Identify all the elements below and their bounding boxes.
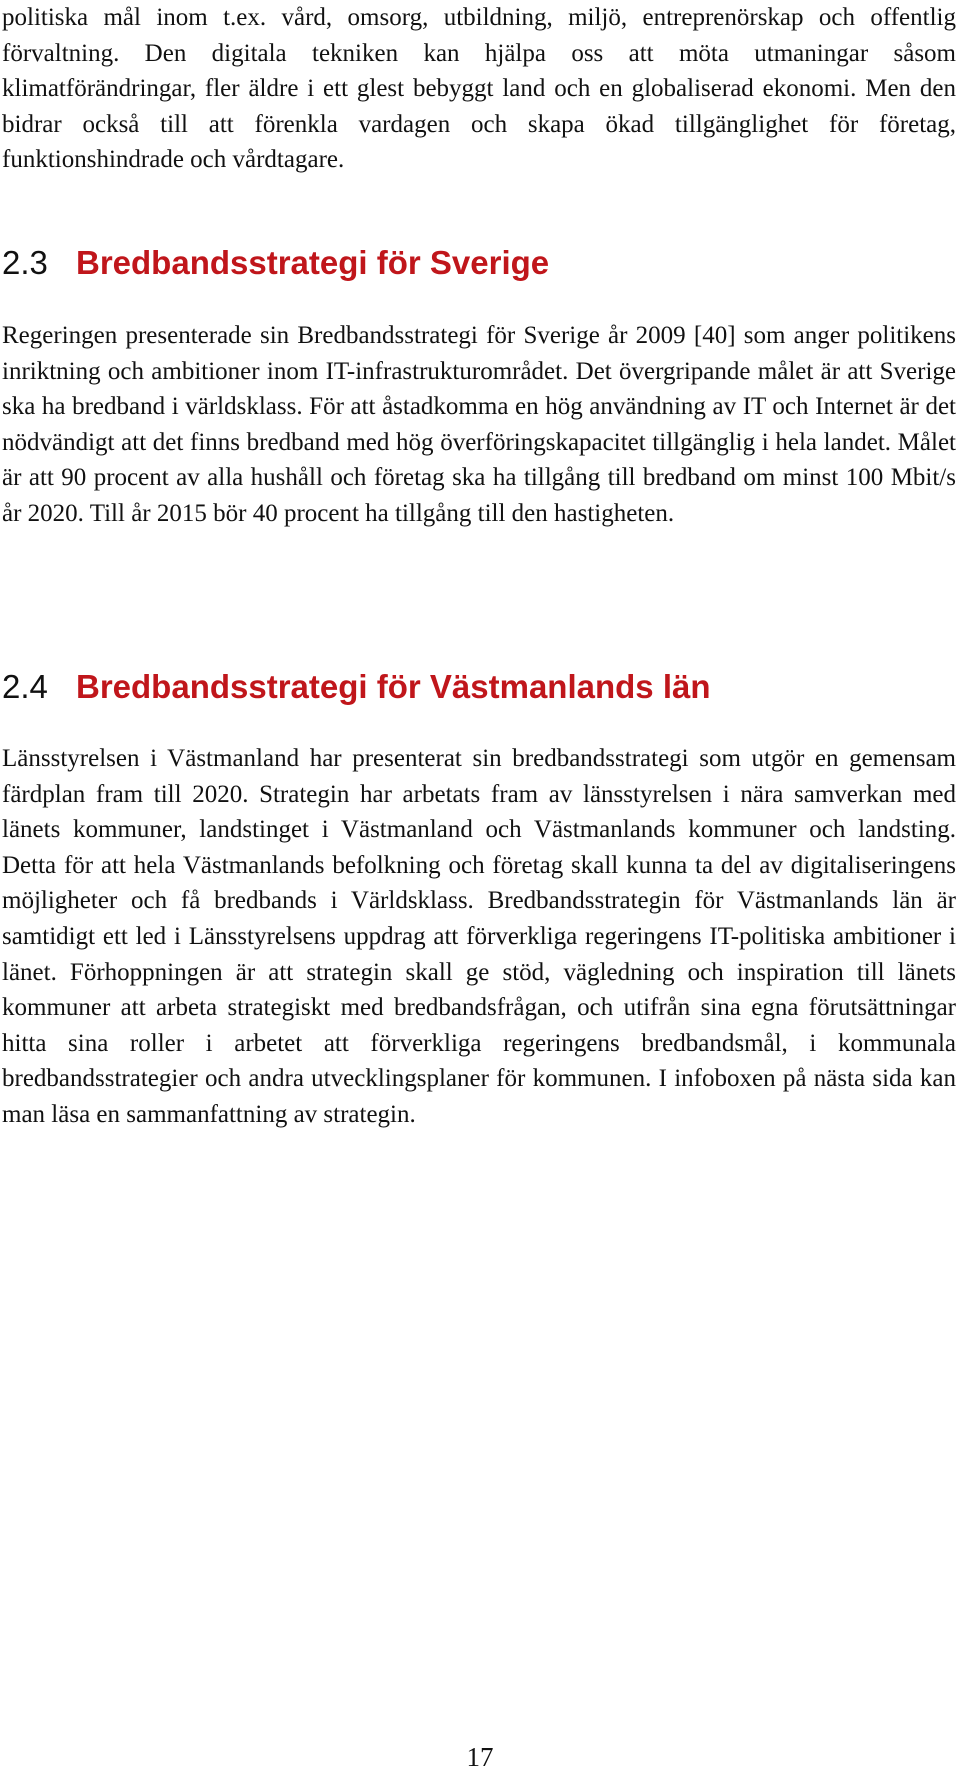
section-2-4-paragraph: Länsstyrelsen i Västmanland har presenterat sin bredbandsstrategi som utgör en gemensam färdplan fram till 2020. Strategin har arbetats fram av länsstyrelsen i nära samverkan med länets kommuner, landstinget i Västmanland och Västmanlands kommuner och landsting. Detta för att hela Västmanlands befolkning och företag skall kunna ta del av digitaliseringens möjligheter och få bredbands i Världsklass. Bredbandsstrategin för Västmanlands län är samtidigt ett led i Länsstyrelsens uppdrag att förverkliga regeringens IT-politiska ambitioner i länet. Förhoppningen är att strategin skall ge stöd, vägledning och inspiration till länets kommuner att arbeta strategiskt med bredbandsfrågan, och utifrån sina egna förutsättningar hitta sina roller i arbetet att förverkliga regeringens bredbandsmål, i kommunala bredbandsstrategier och andra utvecklingsplaner för kommunen. I infoboxen på nästa sida kan man läsa en sammanfattning av strategin. <box>2 745 956 1128</box>
page-number: 17 <box>466 1742 494 1772</box>
section-heading-2-3 <box>2 243 549 283</box>
section-2-3-paragraph: Regeringen presenterade sin Bredbandsstrategi för Sverige år 2009 [40] som anger politikens inriktning och ambitioner inom IT-infrastrukturområdet. Det övergripande målet är att Sverige ska ha bredband i världsklass. För att åstadkomma en hög användning av IT och Internet är det nödvändigt att det finns bredband med hög överföringskapacitet tillgänglig i hela landet. Målet är att 90 procent av alla hushåll och företag ska ha tillgång till bredband om minst 100 Mbit/s år 2020. Till år 2015 bör 40 procent ha tillgång till den hastigheten. <box>2 322 956 527</box>
section-number: 2.3 <box>2 244 48 281</box>
intro-paragraph: politiska mål inom t.ex. vård, omsorg, utbildning, miljö, entreprenörskap och offentlig förvaltning. Den digitala tekniken kan hjälpa oss att möta utmaningar såsom klimatförändringar, fler äldre i ett glest bebyggt land och en globaliserad ekonomi. Men den bidrar också till att förenkla vardagen och skapa ökad tillgänglighet för företag, funktionshindrade och vårdtagare. <box>2 4 956 174</box>
section-title: Bredbandsstrategi för Västmanlands län <box>76 668 711 705</box>
section-title: Bredbandsstrategi för Sverige <box>76 244 550 281</box>
section-number: 2.4 <box>2 668 48 705</box>
section-heading-2-4 <box>2 667 711 707</box>
